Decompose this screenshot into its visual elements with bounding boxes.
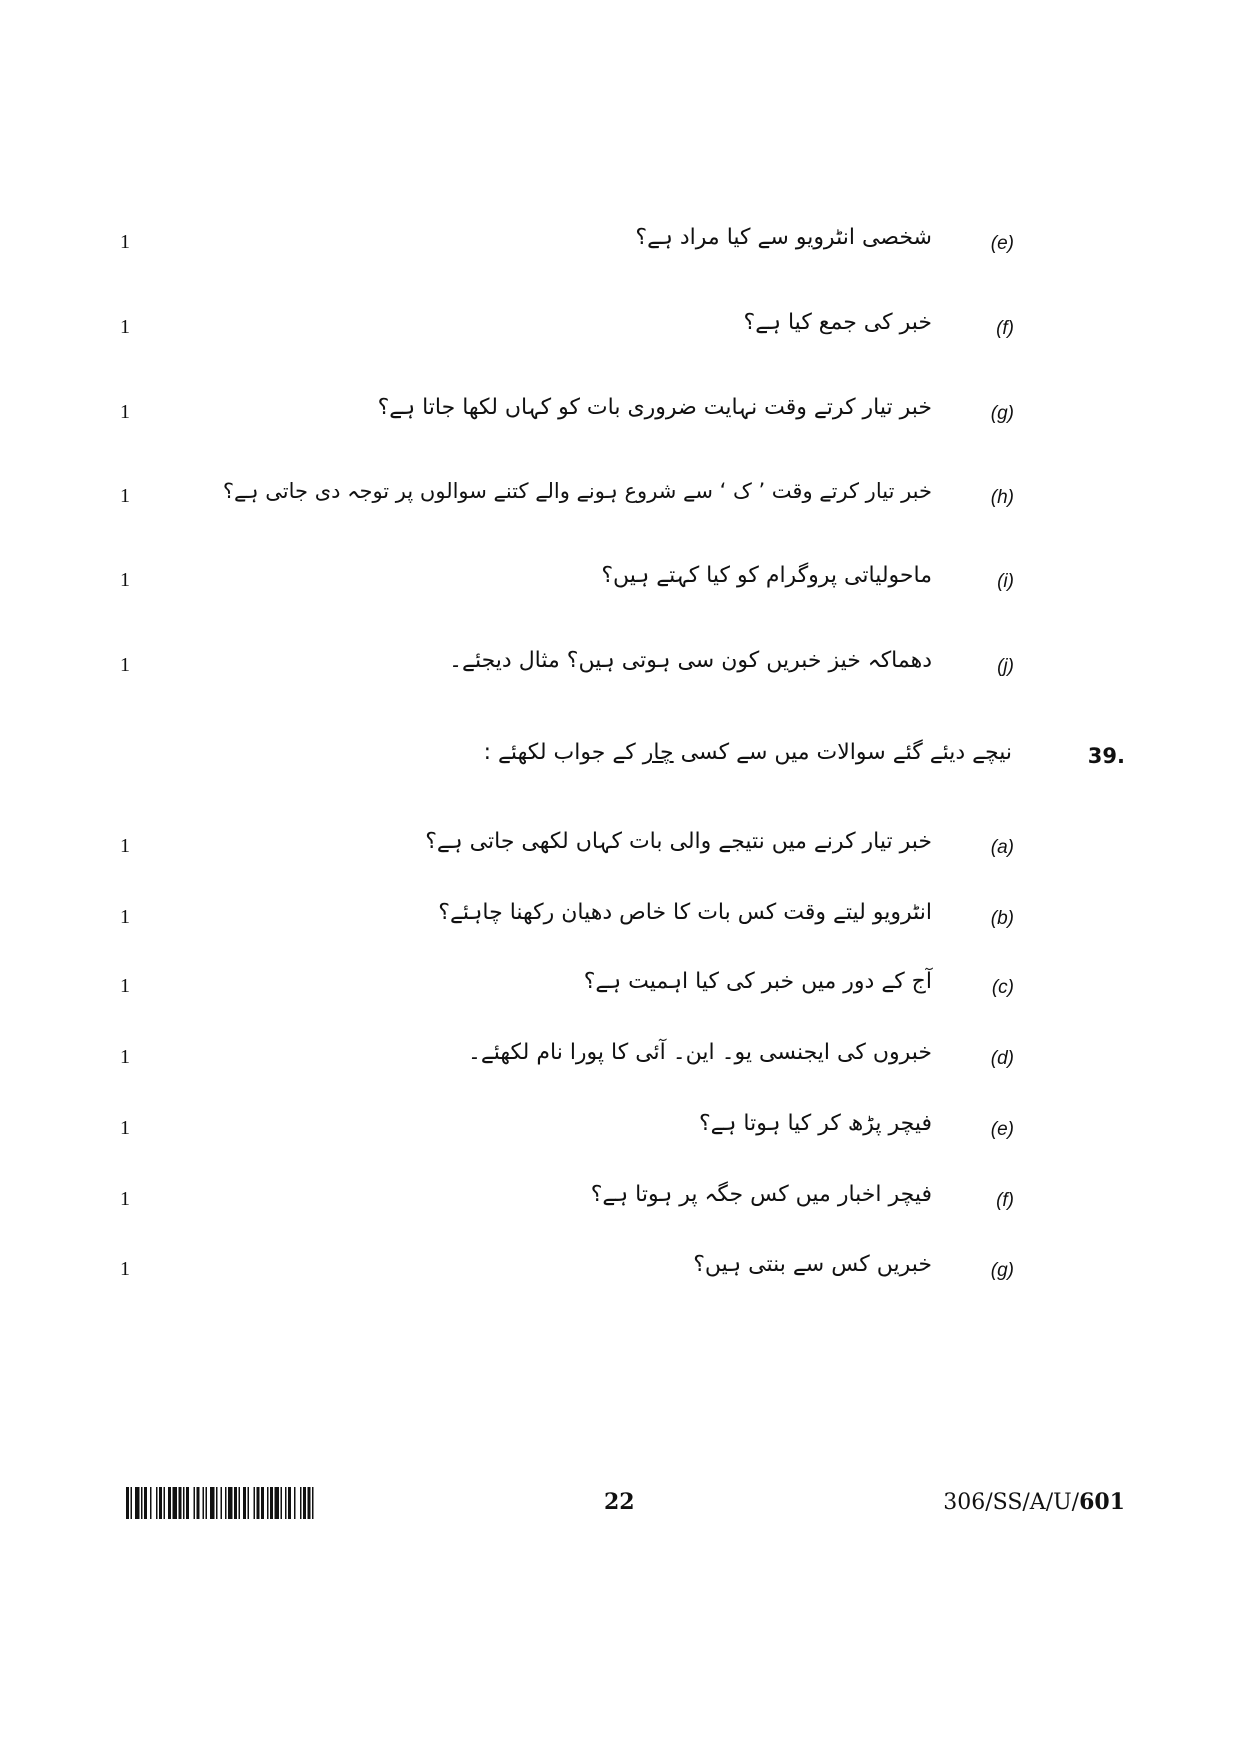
question-text: خبر تیار کرتے وقت نہایت ضروری بات کو کہاں لکھا جاتا ہے؟ bbox=[377, 395, 932, 420]
question-text: خبروں کی ایجنسی یو۔ این۔ آئی کا پورا نام لکھئے۔ bbox=[467, 1040, 932, 1065]
question-instruction bbox=[484, 740, 1012, 765]
page-number: 22 bbox=[604, 1489, 635, 1515]
question-row-h bbox=[0, 479, 1240, 519]
barcode-icon bbox=[126, 1487, 446, 1519]
instruction-text-end: کے جواب لکھئے : bbox=[483, 740, 643, 765]
marks: 1 bbox=[120, 485, 130, 507]
question-39-heading bbox=[0, 740, 1240, 780]
question-text: فیچر اخبار میں کس جگہ پر ہوتا ہے؟ bbox=[590, 1182, 932, 1207]
question-label: (f) bbox=[996, 318, 1014, 339]
question-text: انٹرویو لیتے وقت کس بات کا خاص دھیان رکھنا چاہئے؟ bbox=[438, 900, 932, 925]
question-row-d bbox=[0, 1040, 1240, 1080]
question-label: (g) bbox=[990, 1260, 1014, 1281]
question-row-f2 bbox=[0, 1182, 1240, 1222]
question-label: (d) bbox=[990, 1048, 1014, 1069]
question-text: شخصی انٹرویو سے کیا مراد ہے؟ bbox=[635, 225, 932, 250]
marks: 1 bbox=[120, 1117, 130, 1139]
paper-code-prefix: 306/SS/A/U/ bbox=[943, 1490, 1080, 1515]
marks: 1 bbox=[120, 1188, 130, 1210]
instruction-emphasis: چار bbox=[642, 740, 674, 765]
question-row-g bbox=[0, 395, 1240, 435]
marks: 1 bbox=[120, 906, 130, 928]
question-label: (g) bbox=[990, 403, 1014, 424]
question-label: (e) bbox=[990, 233, 1014, 254]
marks: 1 bbox=[120, 569, 130, 591]
question-label: (c) bbox=[991, 977, 1014, 998]
question-text: خبر تیار کرتے وقت ’ ک ‘ سے شروع ہونے والے کتنے سوالوں پر توجہ دی جاتی ہے؟ bbox=[222, 479, 932, 503]
question-text: خبریں کس سے بنتی ہیں؟ bbox=[693, 1252, 932, 1277]
question-row-g2 bbox=[0, 1252, 1240, 1292]
marks: 1 bbox=[120, 654, 130, 676]
question-label: (e) bbox=[990, 1119, 1014, 1140]
question-row-a bbox=[0, 829, 1240, 869]
question-row-b bbox=[0, 900, 1240, 940]
paper-code-suffix: 601 bbox=[1079, 1489, 1125, 1515]
question-row-e2 bbox=[0, 1111, 1240, 1151]
question-label: (i) bbox=[997, 571, 1014, 592]
question-text: خبر تیار کرنے میں نتیجے والی بات کہاں لکھی جاتی ہے؟ bbox=[425, 829, 932, 854]
question-text: دھماکہ خیز خبریں کون سی ہوتی ہیں؟ مثال دیجئے۔ bbox=[449, 648, 932, 673]
marks: 1 bbox=[120, 1258, 130, 1280]
marks: 1 bbox=[120, 835, 130, 857]
instruction-text: نیچے دیئے گئے سوالات میں سے کسی bbox=[673, 740, 1012, 765]
question-text: خبر کی جمع کیا ہے؟ bbox=[743, 310, 932, 335]
question-label: (a) bbox=[990, 837, 1014, 858]
question-row-j bbox=[0, 648, 1240, 688]
question-number: 39. bbox=[1087, 744, 1125, 768]
question-label: (b) bbox=[990, 908, 1014, 929]
question-label: (f) bbox=[996, 1190, 1014, 1211]
question-label: (j) bbox=[997, 656, 1014, 677]
marks: 1 bbox=[120, 1046, 130, 1068]
marks: 1 bbox=[120, 316, 130, 338]
question-text: ماحولیاتی پروگرام کو کیا کہتے ہیں؟ bbox=[601, 563, 932, 588]
question-row-c bbox=[0, 969, 1240, 1009]
page-footer bbox=[0, 1487, 1240, 1527]
question-row-f bbox=[0, 310, 1240, 350]
marks: 1 bbox=[120, 231, 130, 253]
question-text: آج کے دور میں خبر کی کیا اہمیت ہے؟ bbox=[583, 969, 932, 994]
question-row-i bbox=[0, 563, 1240, 603]
marks: 1 bbox=[120, 975, 130, 997]
question-row-e bbox=[0, 225, 1240, 265]
marks: 1 bbox=[120, 401, 130, 423]
paper-code bbox=[943, 1489, 1125, 1515]
question-text: فیچر پڑھ کر کیا ہوتا ہے؟ bbox=[698, 1111, 932, 1136]
question-label: (h) bbox=[990, 487, 1014, 508]
